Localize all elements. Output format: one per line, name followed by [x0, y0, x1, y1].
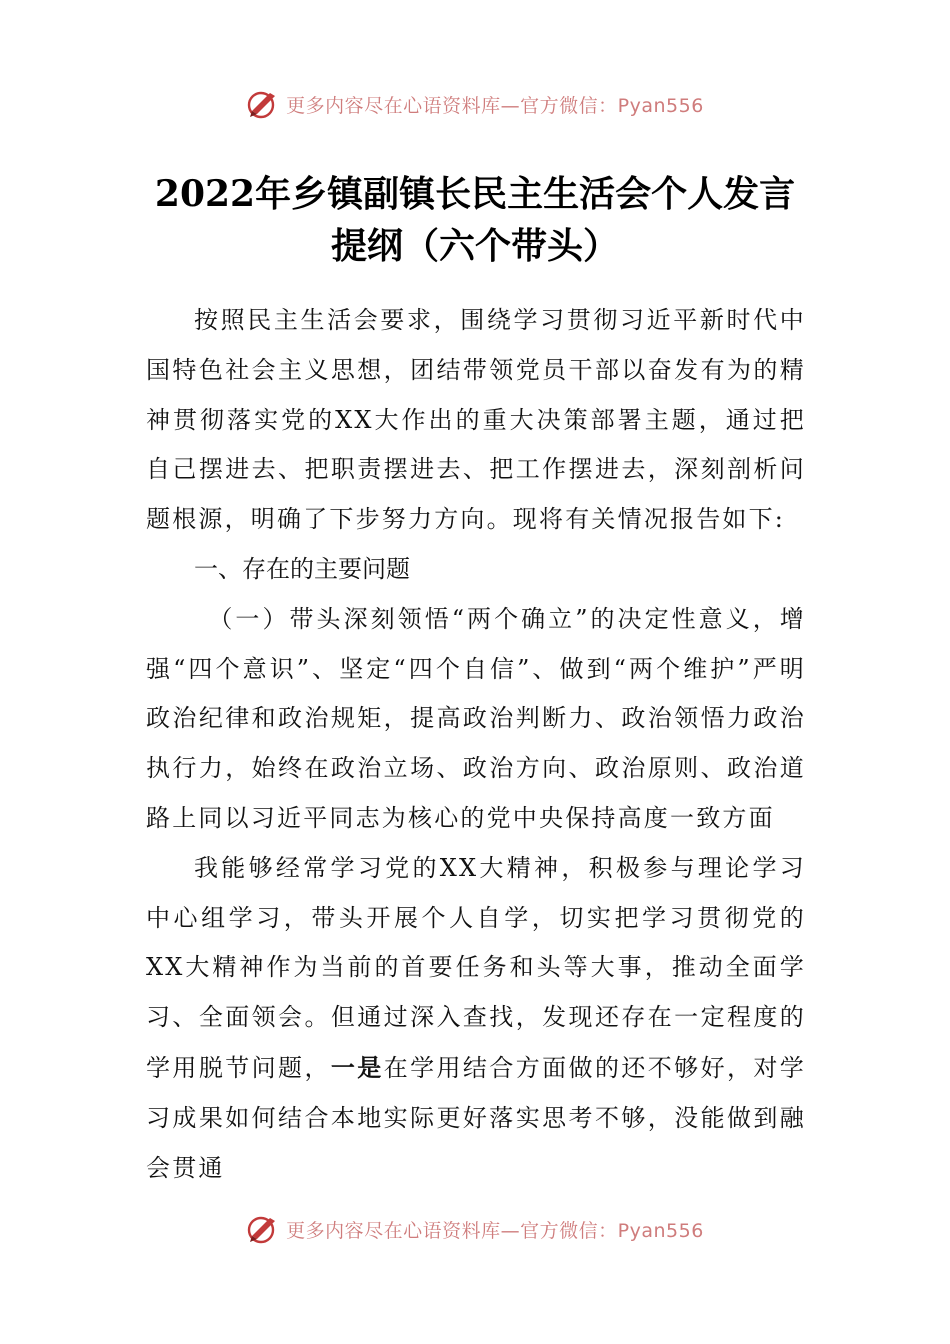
document-title: 2022年乡镇副镇长民主生活会个人发言提纲（六个带头）	[154, 173, 796, 267]
body-paragraph	[146, 844, 806, 1194]
paragraph-text-part2: 在学用结合方面做的还不够好，对学习成果如何结合本地实际更好落实思考不够，没能做到融会贯通	[146, 1053, 807, 1182]
footer-watermark-text: 更多内容尽在心语资料库—官方微信：Pyan556	[286, 1219, 704, 1242]
subsection-heading: （一）带头深刻领悟“两个确立”的决定性意义，增强“四个意识”、坚定“四个自信”、做到“两个维护”严明政治纪律和政治规矩，提高政治判断力、政治领悟力政治执行力，始终在政治立场、政治方向、政治原则、政治道路上同以习近平同志为核心的党中央保持高度一致方面	[146, 604, 806, 832]
pen-logo-icon	[246, 1212, 280, 1246]
header-watermark-text: 更多内容尽在心语资料库—官方微信：Pyan556	[286, 94, 704, 117]
pen-logo-icon	[246, 87, 280, 121]
header-watermark-banner	[0, 84, 950, 124]
document-body	[146, 296, 806, 1193]
emphasis-label: 一是	[330, 1052, 384, 1082]
paragraph-text-part1: 我能够经常学习党的XX大精神，积极参与理论学习中心组学习，带头开展个人自学，切实把学习贯彻党的XX大精神作为当前的首要任务和头等大事，推动全面学习、全面领会。但通过深入查找，发现还存在一定程度的学用脱节问题，	[146, 853, 806, 1082]
section-heading: 一、存在的主要问题	[194, 554, 410, 583]
footer-watermark-banner	[0, 1209, 950, 1249]
intro-paragraph: 按照民主生活会要求，围绕学习贯彻习近平新时代中国特色社会主义思想，团结带领党员干部以奋发有为的精神贯彻落实党的XX大作出的重大决策部署主题，通过把自己摆进去、把职责摆进去、把工作摆进去，深刻剖析问题根源，明确了下步努力方向。现将有关情况报告如下:	[146, 306, 806, 534]
